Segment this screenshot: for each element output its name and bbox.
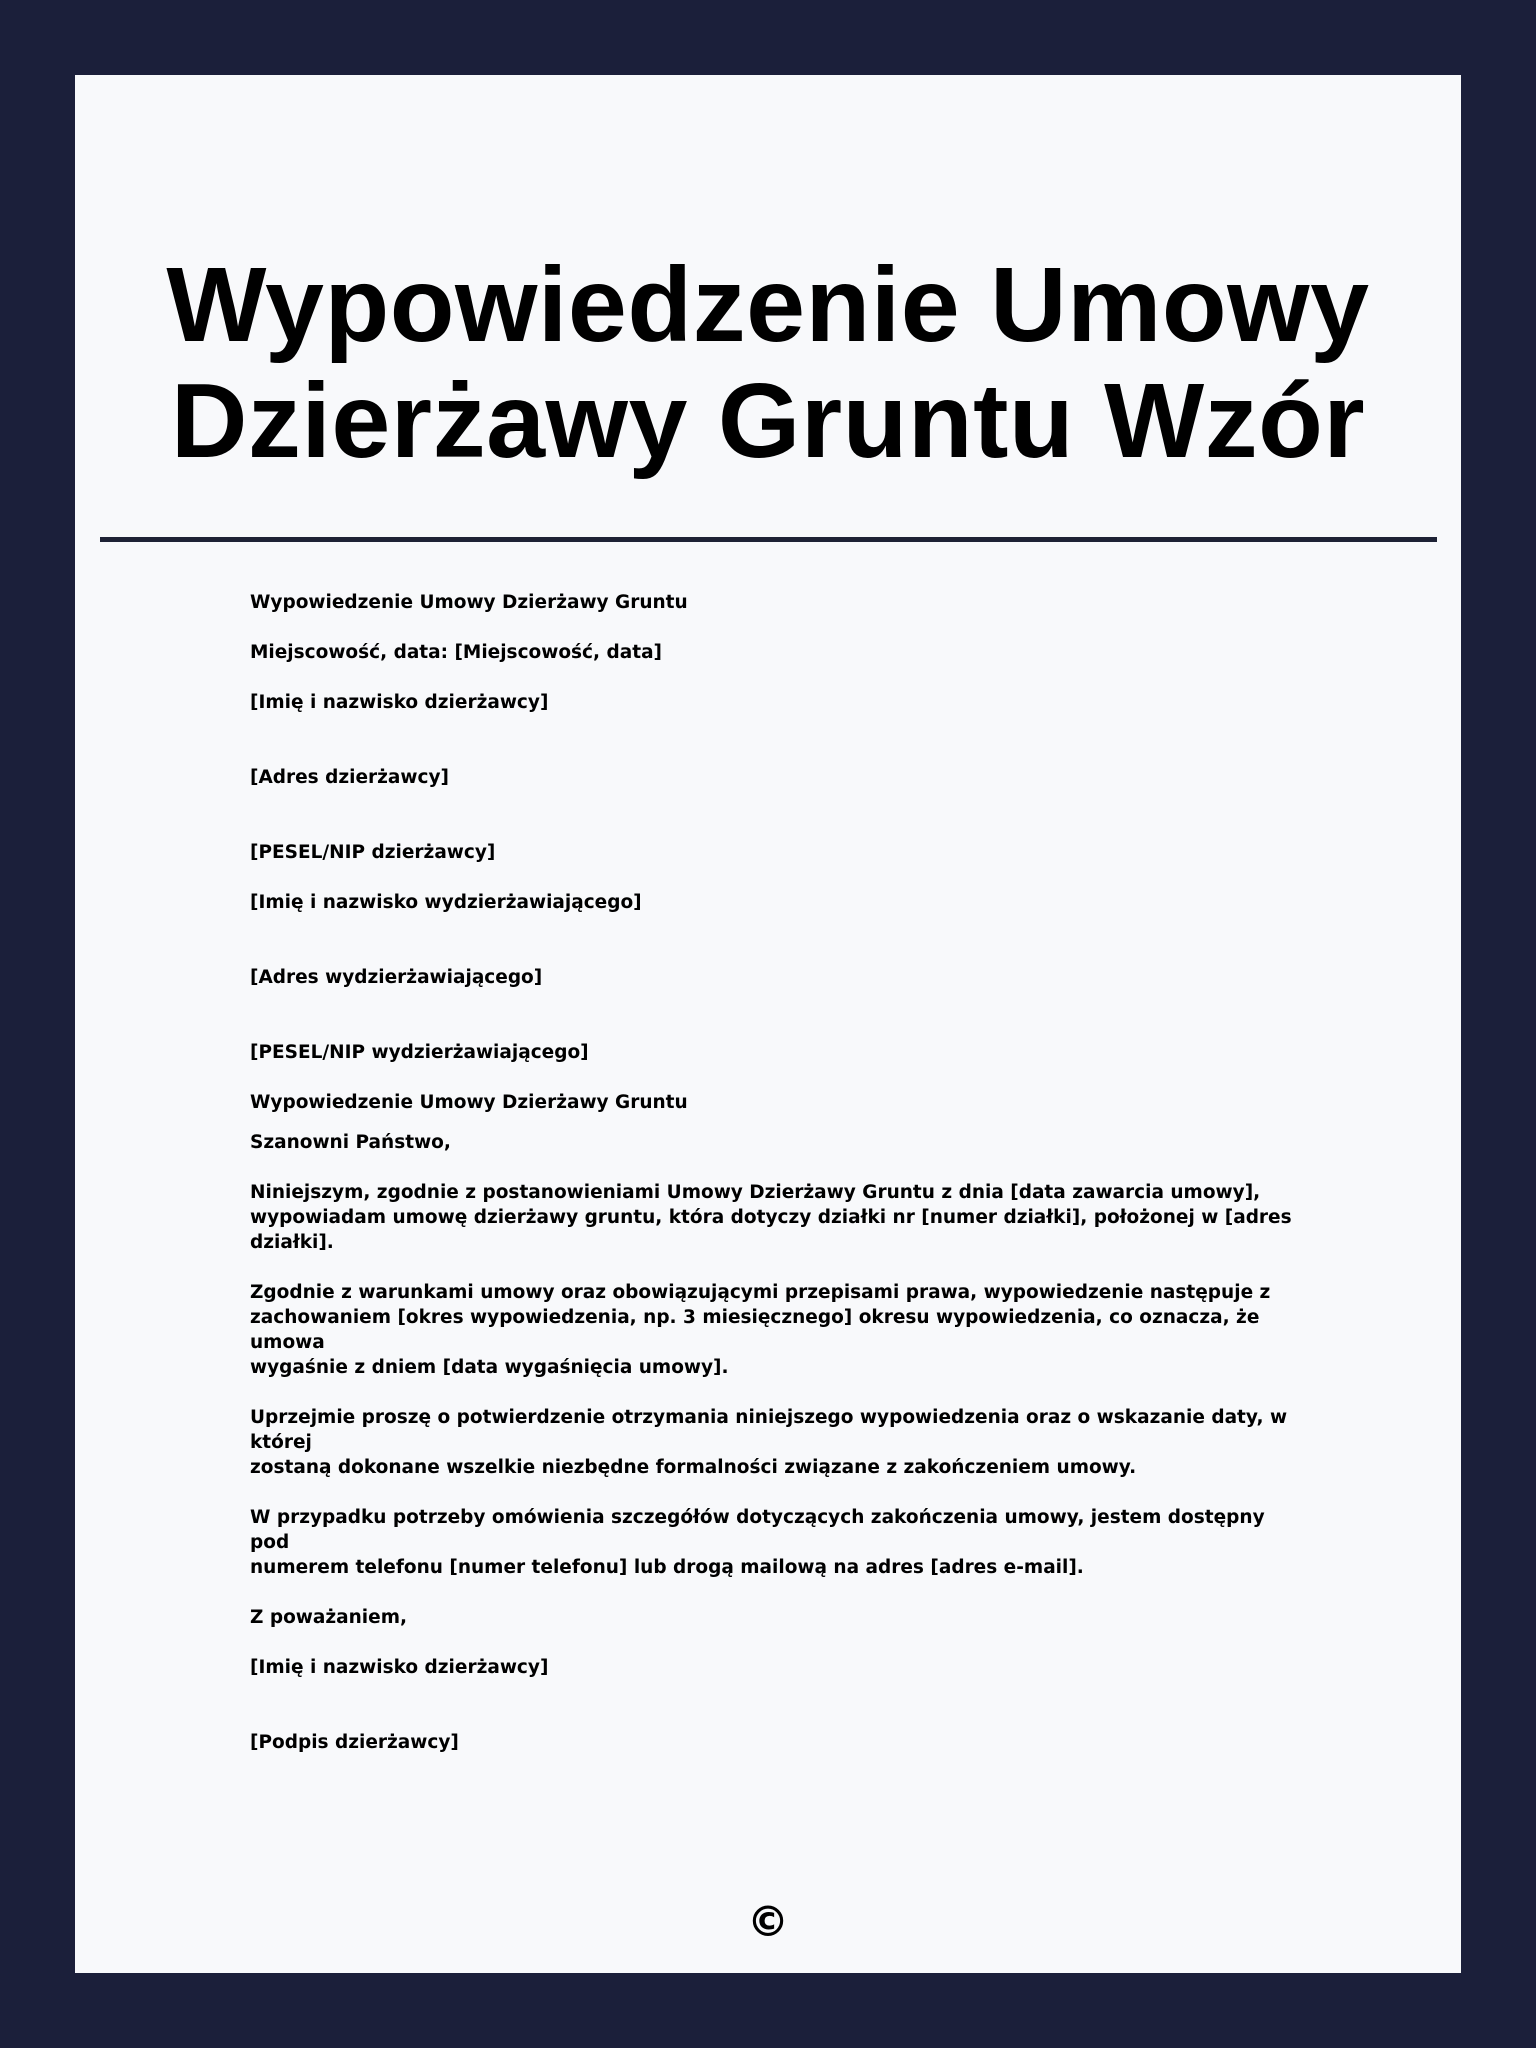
closing: Z poważaniem, <box>250 1607 407 1628</box>
title-divider <box>100 537 1437 542</box>
landlord-address: [Adres wydzierżawiającego] <box>250 967 543 988</box>
signer-name: [Imię i nazwisko dzierżawcy] <box>250 1657 549 1678</box>
paragraph-contact: W przypadku potrzeby omówienia szczegółów dotyczących zakończenia umowy, jestem dostępny pod numerem telefonu [numer telefonu] lub drogą mailową na adres [adres e-mail]. <box>250 1507 1265 1578</box>
salutation: Szanowni Państwo, <box>250 1132 451 1153</box>
letter-body <box>250 590 1300 1755</box>
letter-heading: Wypowiedzenie Umowy Dzierżawy Gruntu <box>250 592 688 613</box>
place-date-line: Miejscowość, data: [Miejscowość, data] <box>250 642 663 663</box>
landlord-name: [Imię i nazwisko wydzierżawiającego] <box>250 892 642 913</box>
paragraph-termination: Niniejszym, zgodnie z postanowieniami Umowy Dzierżawy Gruntu z dnia [data zawarcia umowy], wypowiadam umowę dzierżawy gruntu, która dotyczy działki nr [numer działki], położonej w [adres działki]. <box>250 1182 1292 1253</box>
letter-subject: Wypowiedzenie Umowy Dzierżawy Gruntu <box>250 1092 688 1113</box>
title-line-2: Dzierżawy Gruntu Wzór <box>170 362 1366 480</box>
tenant-id: [PESEL/NIP dzierżawcy] <box>250 842 496 863</box>
paragraph-notice-period: Zgodnie z warunkami umowy oraz obowiązującymi przepisami prawa, wypowiedzenie następuje z zachowaniem [okres wypowiedzenia, np. 3 miesięcznego] okresu wypowiedzenia, co oznacza, że umowa wygaśnie z dniem [data wygaśnięcia umowy]. <box>250 1282 1271 1378</box>
signature-line: [Podpis dzierżawcy] <box>250 1732 459 1753</box>
landlord-id: [PESEL/NIP wydzierżawiającego] <box>250 1042 589 1063</box>
paragraph-confirmation-request: Uprzejmie proszę o potwierdzenie otrzymania niniejszego wypowiedzenia oraz o wskazanie daty, w której zostaną dokonane wszelkie niezbędne formalności związane z zakończeniem umowy. <box>250 1407 1288 1478</box>
document-page <box>75 75 1461 1973</box>
title-line-1: Wypowiedzenie Umowy <box>166 246 1370 364</box>
copyright-icon: © <box>747 1897 789 1946</box>
tenant-address: [Adres dzierżawcy] <box>250 767 449 788</box>
document-title <box>75 247 1461 479</box>
tenant-name: [Imię i nazwisko dzierżawcy] <box>250 692 549 713</box>
